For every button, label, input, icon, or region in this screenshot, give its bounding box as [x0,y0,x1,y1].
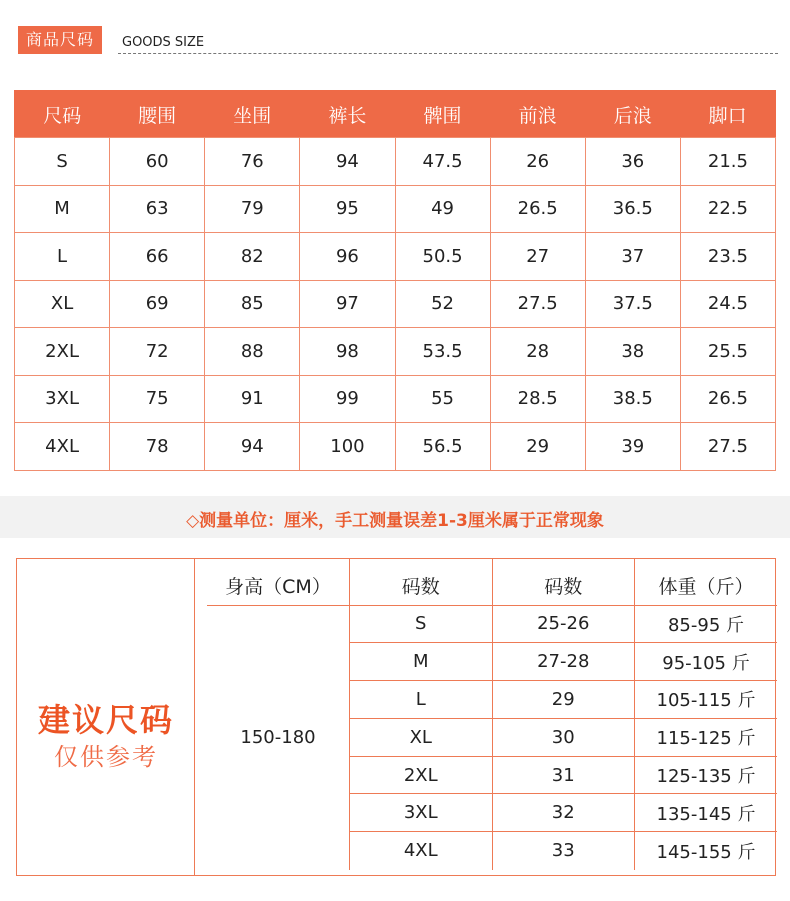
table-cell: 53.5 [395,328,490,376]
col-header: 裤长 [300,91,395,138]
table-cell: 100 [300,423,395,471]
col-header: 前浪 [490,91,585,138]
size-chart-table [14,90,776,471]
table-cell: 38 [585,328,680,376]
col-header: 体重（斤） [635,559,778,605]
table-cell: L [350,681,493,719]
table-cell: 31 [492,756,635,794]
table-cell: 88 [205,328,300,376]
table-cell: 28 [490,328,585,376]
col-header: 后浪 [585,91,680,138]
table-cell: 27.5 [490,280,585,328]
table-cell: 36.5 [585,185,680,233]
col-header: 坐围 [205,91,300,138]
table-cell: M [15,185,110,233]
table-cell: 98 [300,328,395,376]
table-cell: 38.5 [585,375,680,423]
table-cell: 37.5 [585,280,680,328]
table-row [15,423,776,471]
size-recommendation [16,558,776,876]
table-cell: 49 [395,185,490,233]
table-cell: 96 [300,233,395,281]
col-header: 髀围 [395,91,490,138]
table-cell: 50.5 [395,233,490,281]
table-cell: 105-115 斤 [635,681,778,719]
table-cell: 66 [110,233,205,281]
table-cell: 22.5 [680,185,775,233]
table-cell: 85 [205,280,300,328]
table-cell: 26 [490,138,585,186]
table-cell: 4XL [350,832,493,870]
table-cell: 91 [205,375,300,423]
table-cell: 94 [205,423,300,471]
table-cell: 76 [205,138,300,186]
measurement-note-band [0,496,790,538]
section-header [18,26,778,56]
table-cell: 82 [205,233,300,281]
table-cell: 55 [395,375,490,423]
table-cell: 95 [300,185,395,233]
table-row [15,185,776,233]
table-cell: 33 [492,832,635,870]
table-cell: 47.5 [395,138,490,186]
table-cell: 21.5 [680,138,775,186]
table-cell: 145-155 斤 [656,841,756,863]
table-cell: 27.5 [680,423,775,471]
table-cell: 27 [490,233,585,281]
table-cell: 125-135 斤 [635,756,778,794]
table-cell: 29 [492,681,635,719]
dashed-divider [118,53,778,54]
table-cell: 39 [585,423,680,471]
table-row [15,375,776,423]
table-cell: 78 [110,423,205,471]
table-cell: 56.5 [395,423,490,471]
table-cell: 95-105 斤 [635,643,778,681]
recommendation-header-row [207,559,777,605]
table-cell: 94 [300,138,395,186]
table-row [207,605,777,643]
recommendation-body [207,605,777,870]
table-cell: S [350,605,493,643]
table-row [15,138,776,186]
table-cell: L [15,233,110,281]
recommendation-title: 建议尺码 [37,701,174,739]
col-header: 尺码 [15,91,110,138]
col-header: 码数 [492,559,635,605]
table-cell: XL [15,280,110,328]
table-cell: 32 [492,794,635,832]
table-cell: 79 [205,185,300,233]
recommendation-label-panel [17,559,195,875]
table-cell: 37 [585,233,680,281]
table-row [15,328,776,376]
table-cell: 72 [110,328,205,376]
col-header: 腰围 [110,91,205,138]
table-cell: 26.5 [490,185,585,233]
table-cell: S [15,138,110,186]
table-cell: 2XL [350,756,493,794]
table-cell: 24.5 [680,280,775,328]
height-range-cell: 150-180 [207,605,350,870]
table-cell: XL [350,718,493,756]
section-subtitle: GOODS SIZE [122,35,205,50]
table-cell: 36 [585,138,680,186]
table-cell: 3XL [350,794,493,832]
table-cell: 26.5 [680,375,775,423]
size-chart-body [15,138,776,471]
table-cell: 27-28 [492,643,635,681]
table-cell: 63 [110,185,205,233]
table-cell: 4XL [15,423,110,471]
table-cell: 28.5 [490,375,585,423]
table-cell: 3XL [15,375,110,423]
table-cell: 115-125 斤 [635,718,778,756]
table-cell: 97 [300,280,395,328]
table-row [15,280,776,328]
measurement-note: ◇测量单位：厘米，手工测量误差1-3厘米属于正常现象 [186,511,604,531]
table-cell: 52 [395,280,490,328]
col-header: 脚口 [680,91,775,138]
col-header: 码数 [350,559,493,605]
table-cell: 25-26 [492,605,635,643]
table-cell: 2XL [15,328,110,376]
table-cell: 23.5 [680,233,775,281]
recommendation-table [207,559,777,870]
table-cell: 60 [110,138,205,186]
table-cell: 99 [300,375,395,423]
table-cell: 135-145 斤 [635,794,778,832]
table-cell: 25.5 [680,328,775,376]
table-cell: 75 [110,375,205,423]
table-cell: 29 [490,423,585,471]
recommendation-subtitle: 仅供参考 [54,743,158,771]
col-header: 身高（CM） [207,559,350,605]
table-cell: 85-95 斤 [635,605,778,643]
table-cell: 30 [492,718,635,756]
table-row [15,233,776,281]
section-title: 商品尺码 [18,26,102,54]
table-cell: 69 [110,280,205,328]
table-cell: M [350,643,493,681]
size-chart-header-row [15,91,776,138]
